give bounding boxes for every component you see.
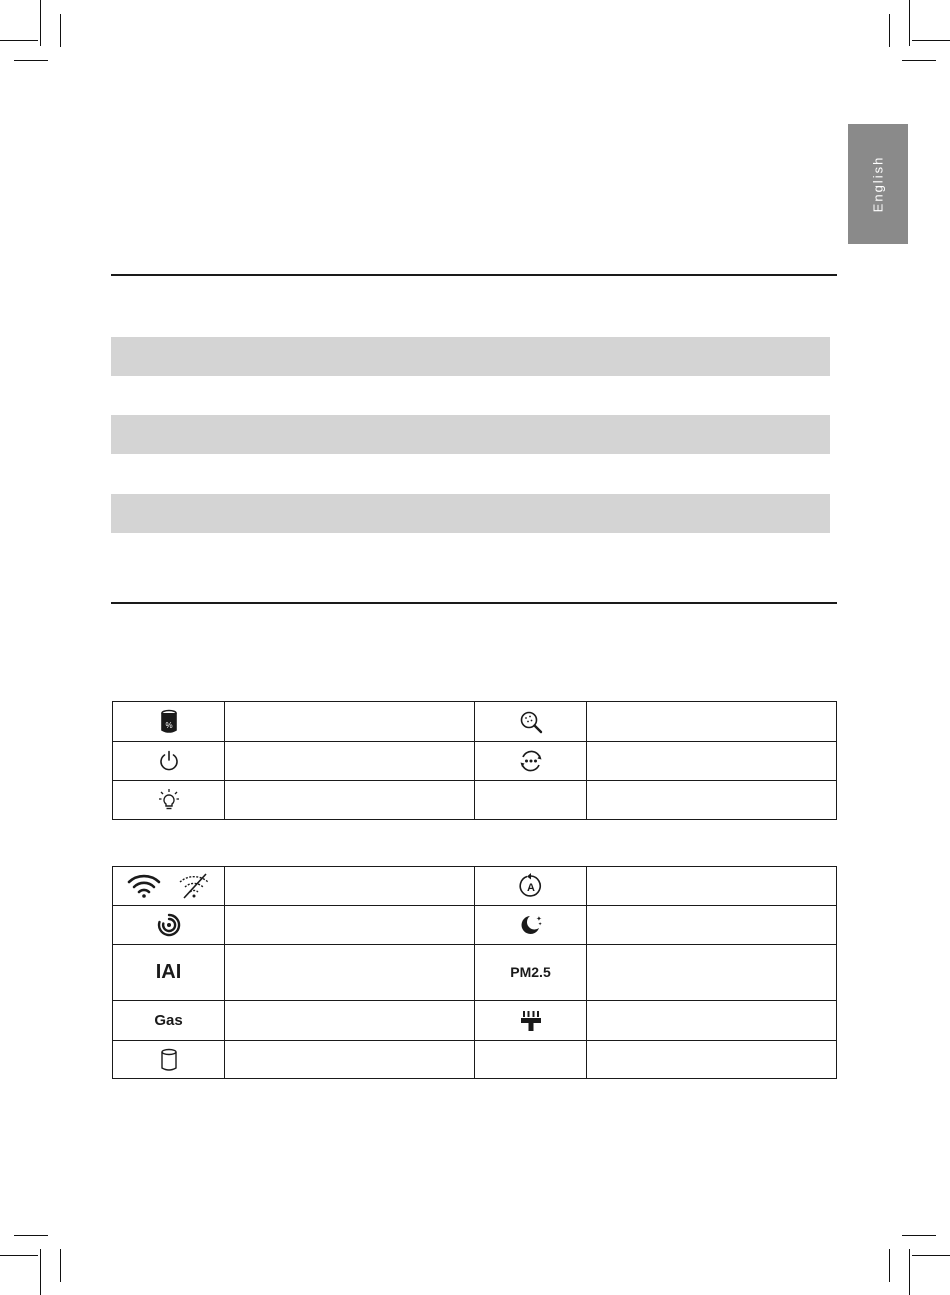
svg-text:A: A: [526, 882, 535, 894]
svg-text:✦: ✦: [537, 921, 542, 928]
shaded-band-3: [111, 494, 830, 533]
table-row: [113, 781, 837, 820]
section-divider-bottom: [111, 602, 837, 604]
sleep-moon-icon: [519, 913, 543, 937]
shaded-band-2: [111, 415, 830, 454]
iai-text-icon: IAI: [155, 961, 182, 983]
language-tab: [848, 124, 908, 244]
table-row: [113, 742, 837, 781]
table-row: [113, 1041, 837, 1079]
table-row: [113, 867, 837, 906]
brush-icon: [520, 1010, 542, 1032]
magnifier-icon: [519, 710, 543, 734]
light-bulb-icon: [158, 788, 180, 812]
language-tab-label: English: [870, 155, 886, 213]
turbo-swirl-icon: [157, 913, 181, 937]
filter-percent-icon: [160, 709, 178, 735]
table-row: [113, 1001, 837, 1041]
mode-icon-table: [112, 866, 837, 1079]
table-row: [113, 702, 837, 742]
status-icon-table: [112, 701, 837, 820]
wifi-icon: [127, 874, 161, 898]
wifi-off-icon: [178, 873, 210, 899]
filter-cylinder-icon: [160, 1048, 178, 1072]
svg-text:✦: ✦: [535, 915, 542, 923]
sync-dots-icon: [519, 749, 543, 773]
shaded-band-1: [111, 337, 830, 376]
power-icon: [158, 750, 180, 772]
pm25-text-icon: PM2.5: [510, 963, 551, 980]
auto-mode-icon: [518, 873, 544, 899]
svg-text:%: %: [164, 720, 173, 730]
section-divider-top: [111, 274, 837, 276]
table-row: [113, 945, 837, 1001]
table-row: [113, 906, 837, 945]
gas-text-icon: Gas: [154, 1011, 183, 1029]
